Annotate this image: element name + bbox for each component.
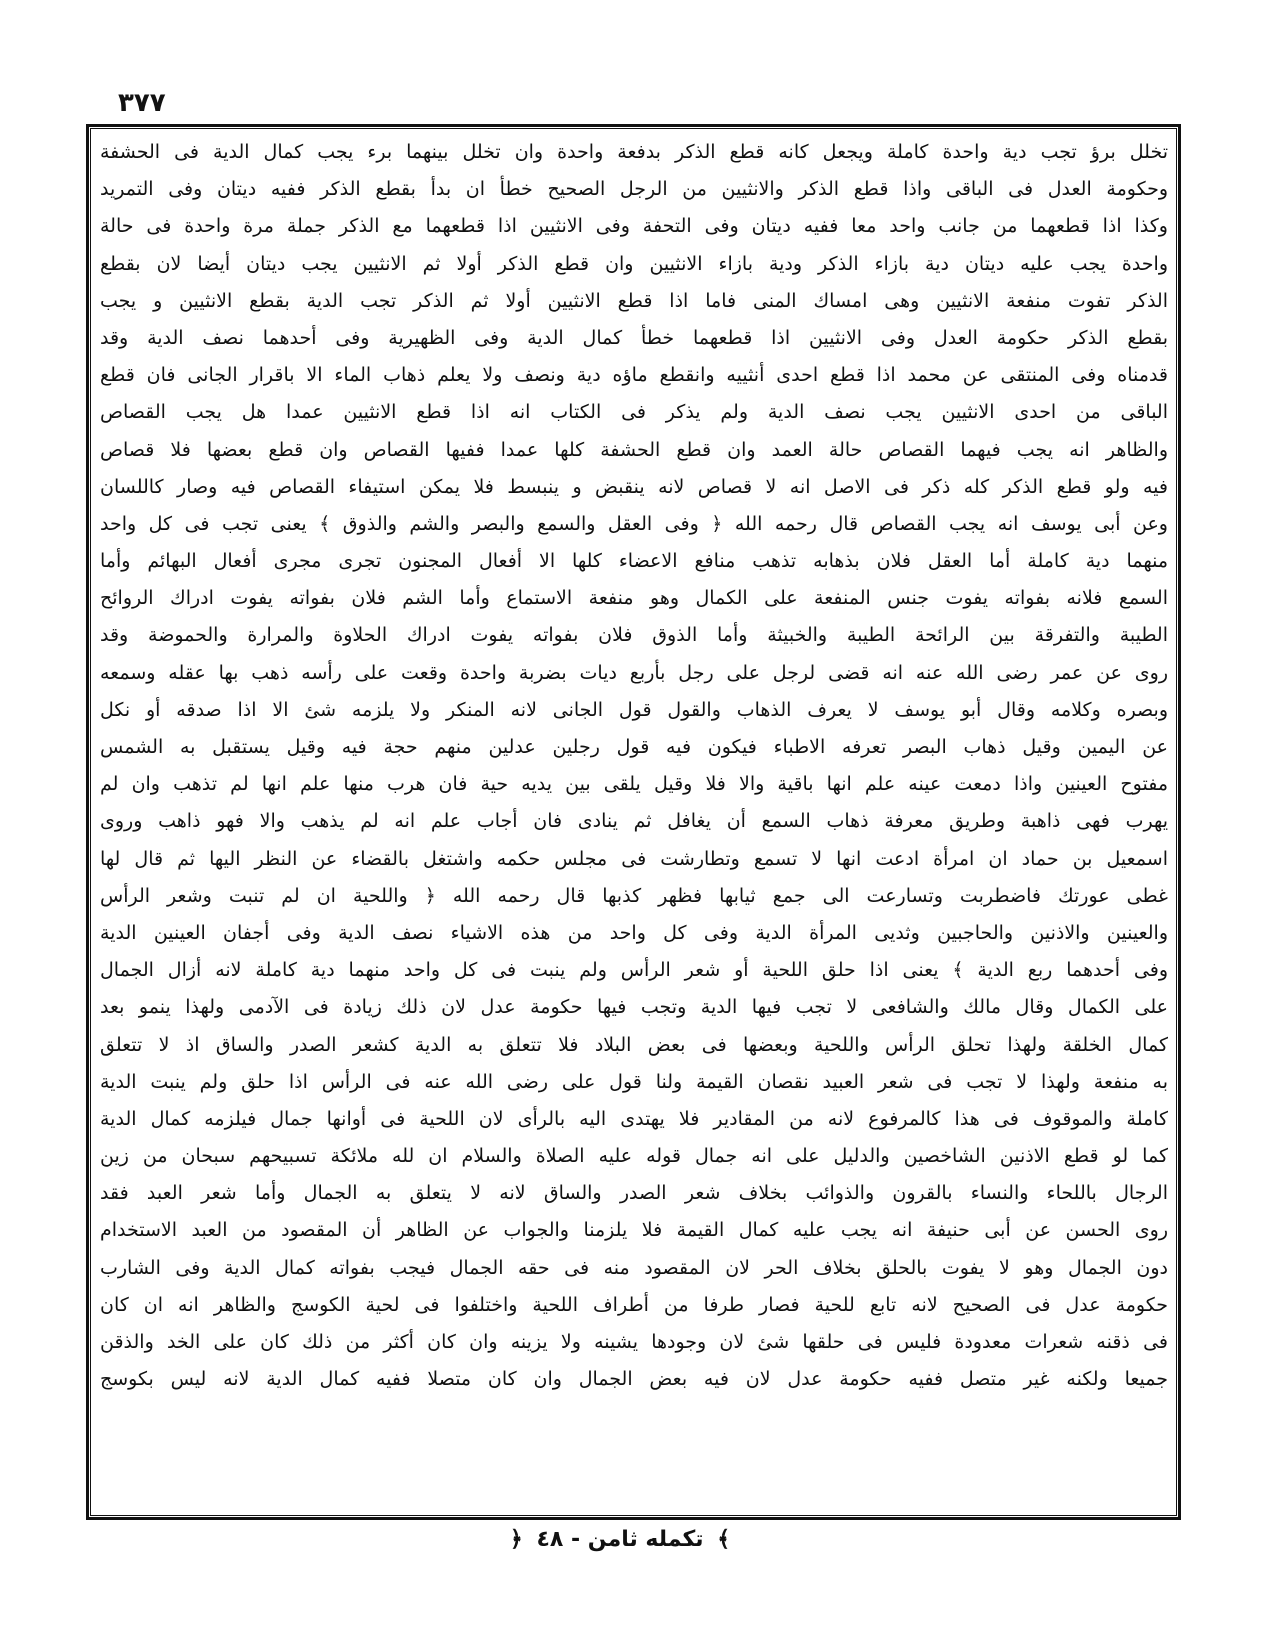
text-line: الذكر تفوت منفعة الانثيين وهى امساك المنى فاما اذا قطع الانثيين أولا ثم الذكر تجب الدية بقطع الانثيين و يجب bbox=[100, 289, 1168, 312]
text-line: تخلل برؤ تجب دية واحدة كاملة ويجعل كانه قطع الذكر بدفعة واحدة وان تخلل بينهما برء يجب كمال الدية فى الحشفة bbox=[100, 141, 1168, 163]
text-line: كاملة والموقوف فى هذا كالمرفوع لانه من المقادير فلا يهتدى اليه بالرأى لان اللحية فى أوانها جمال فيلزمه كمال الدية bbox=[100, 1107, 1168, 1130]
text-line: الباقى من احدى الانثيين يجب نصف الدية ولم يذكر فى الكتاب انه اذا قطع الانثيين عمدا هل يجب القصاص bbox=[100, 401, 1168, 424]
text-line: جميعا ولكنه غير متصل ففيه حكومة عدل لان فيه بعض الجمال وان كان متصلا ففيه كمال الدية لانه ليس بكوسج bbox=[100, 1368, 1168, 1391]
text-line: فيه ولو قطع الذكر كله ذكر فى الاصل انه لا قصاص لانه ينقبض و ينبسط فلا يمكن استيفاء القصاص فيه وصار كاللسان bbox=[100, 475, 1168, 498]
text-line: فى ذقنه شعرات معدودة فليس فى حلقها شئ لان وجودها يشينه ولا يزينه وان كان أكثر من ذلك كان على الخد والذقن bbox=[100, 1331, 1168, 1353]
text-line: مفتوح العينين واذا دمعت عينه علم انها باقية والا فلا وقيل يلقى بين يديه حية فان هرب منها علم انها لم تذهب وان لم bbox=[100, 773, 1168, 796]
text-line: الرجال باللحاء والنساء بالقرون والذوائب بخلاف شعر الصدر والساق لانه لا يتعلق به الجمال وأما شعر العبد فقد bbox=[100, 1182, 1168, 1205]
footer-number: ٤٨ bbox=[536, 1527, 564, 1552]
text-line: غطى عورتك فاضطربت وتسارعت الى جمع ثيابها فظهر كذبها قال رحمه الله ﴿ واللحية ان لم تنبت وشعر الرأس bbox=[100, 884, 1168, 907]
footer-ornament-left: ﴿ bbox=[509, 1527, 523, 1552]
page-number: ٣٧٧ bbox=[118, 88, 166, 118]
text-line: به منفعة ولهذا لا تجب فى شعر العبيد نقصان القيمة ولنا قول على رضى الله عنه فى الرأس اذا حلق ولم ينبت الدية bbox=[100, 1070, 1168, 1093]
footer-label: تكمله ثامن bbox=[587, 1527, 704, 1552]
text-line: قدمناه وفى المنتقى عن محمد اذا قطع احدى أنثييه وانقطع ماؤه دية ونصف ولا يعلم ذهاب الماء الا باقرار الجانى فان قطع bbox=[100, 364, 1168, 387]
page-footer: ﴾ تكمله ثامن - ٤٨ ﴿ bbox=[470, 1520, 770, 1560]
text-line: السمع فلانه بفواته يفوت جنس المنفعة على الكمال وهو منفعة الاستماع وأما الشم فلان بفواته يفوت ادراك الروائح bbox=[100, 587, 1168, 610]
text-line: روى عن عمر رضى الله عنه انه قضى لرجل على رجل بأربع ديات بضربة واحدة وقعت على رأسه ذهب بها عقله وسمعه bbox=[100, 661, 1168, 684]
text-line: والظاهر انه يجب فيهما القصاص حالة العمد وان قطع الحشفة كلها عمدا ففيها القصاص وان قطع بعضها فلا قصاص bbox=[100, 438, 1168, 461]
text-line: وحكومة العدل فى الباقى واذا قطع الذكر والانثيين من الرجل الصحيح خطأ ان بدأ بقطع الذكر ففيه ديتان وفى التمريد bbox=[100, 178, 1168, 201]
text-line: وبصره وكلامه وقال أبو يوسف لا يعرف الذهاب والقول قول الجانى لانه المنكر ولا يلزمه شئ الا اذا صدقه أو نكل bbox=[100, 698, 1168, 721]
text-line: حكومة عدل فى الصحيح لانه تابع للحية فصار طرفا من أطراف اللحية واختلفوا فى لحية الكوسج والظاهر انه ان كان bbox=[100, 1293, 1168, 1316]
text-line: والعينين والاذنين والحاجبين وثديى المرأة الدية وفى كل واحد من هذه الاشياء نصف الدية وفى أجفان العينين الدية bbox=[100, 921, 1168, 944]
text-line: وفى أحدهما ربع الدية ﴾ يعنى اذا حلق اللحية أو شعر الرأس ولم ينبت فى كل واحد منهما دية كاملة لانه أزال الجمال bbox=[100, 959, 1168, 982]
text-line: واحدة يجب عليه ديتان دية بازاء الذكر ودية بازاء الانثيين وان قطع الذكر أولا ثم الانثيين يجب ديتان أيضا لان بقطع bbox=[100, 252, 1168, 275]
text-line: بقطع الذكر حكومة العدل وفى الانثيين اذا قطعهما خطأ كمال الدية وفى الظهيرية وفى أحدهما نصف الدية وقد bbox=[100, 326, 1168, 349]
text-line: دون الجمال وهو لا يفوت بالحلق بخلاف الحر لان المقصود منه فى حقه الجمال فيجب بفواته كمال الدية وفى الشارب bbox=[100, 1256, 1168, 1279]
text-line: روى الحسن عن أبى حنيفة انه يجب عليه كمال القيمة فلا يلزمنا والجواب عن الظاهر أن المقصود من العبد الاستخدام bbox=[100, 1219, 1168, 1242]
text-line: اسمعيل بن حماد ان امرأة ادعت انها لا تسمع وتطارشت فى مجلس حكمه واشتغل بالقضاء عن النظر اليها ثم قال لها bbox=[100, 847, 1168, 870]
text-line: عن اليمين وقيل ذهاب البصر تعرفه الاطباء فيكون فيه قول رجلين عدلين منهم حجة فيه وقيل يستقبل به الشمس bbox=[100, 736, 1168, 758]
text-line: منهما دية كاملة أما العقل فلان بذهابه تذهب منافع الاعضاء كلها الا أفعال المجنون تجرى مجرى أفعال البهائم وأما bbox=[100, 550, 1168, 573]
text-line: كما لو قطع الاذنين الشاخصين والدليل على انه جمال قوله عليه الصلاة والسلام ان لله ملائكة تسبيحهم سبحان من زين bbox=[100, 1145, 1168, 1168]
text-line: على الكمال وقال مالك والشافعى لا تجب فيها الدية وتجب فيها حكومة عدل لان ذلك زيادة فى الآدمى ولهذا ينمو بعد bbox=[100, 996, 1168, 1019]
footer-ornament-right: ﴾ bbox=[717, 1527, 731, 1552]
text-line: يهرب فهى ذاهبة وطريق معرفة ذهاب السمع أن يغافل ثم ينادى فان أجاب علم انه لم يذهب والا فهو ذاهب وروى bbox=[100, 810, 1168, 833]
text-line: كمال الخلقة ولهذا تحلق الرأس واللحية وبعضها فى بعض البلاد فلا تتعلق به الدية كشعر الصدر والساق اذ لا تتعلق bbox=[100, 1033, 1168, 1056]
text-line: وعن أبى يوسف انه يجب القصاص قال رحمه الله ﴿ وفى العقل والسمع والبصر والشم والذوق ﴾ يعنى تجب فى كل واحد bbox=[100, 512, 1168, 535]
body-text bbox=[100, 134, 1168, 1510]
text-line: الطيبة والتفرقة بين الرائحة الطيبة والخبيثة وأما الذوق فلان بفواته يفوت ادراك الحلاوة والمرارة والحموضة وقد bbox=[100, 624, 1168, 647]
text-line: وكذا اذا قطعهما من جانب واحد معا ففيه ديتان وفى التحفة وفى الانثيين اذا قطعهما مع الذكر جملة مرة واحدة فى حالة bbox=[100, 215, 1168, 238]
